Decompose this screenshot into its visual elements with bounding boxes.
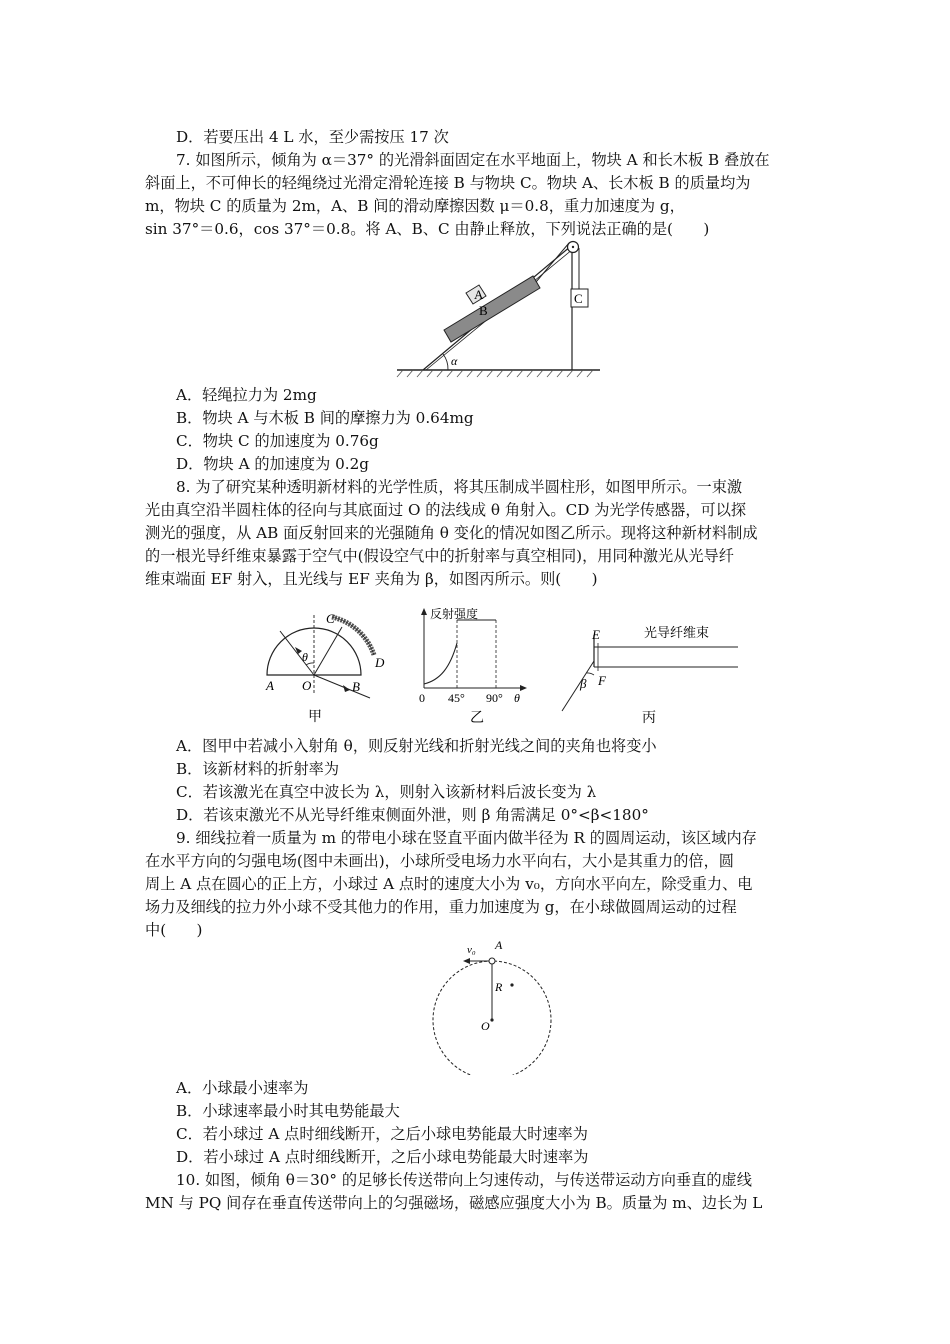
- yi-xlabel: θ: [514, 691, 520, 705]
- yi-tick-45: 45°: [448, 691, 465, 705]
- q9-label-a: A: [495, 938, 503, 952]
- q8-figure-jia: [262, 605, 412, 730]
- q8-option-a: A．图甲中若减小入射角 θ，则反射光线和折射光线之间的夹角也将变小: [176, 737, 657, 755]
- q9-label-r: R: [495, 980, 503, 994]
- q7-incline-figure: [395, 238, 605, 378]
- jia-caption: 甲: [308, 710, 322, 725]
- q9-stem-line: 9. 细线拉着一质量为 m 的带电小球在竖直平面内做半径为 R 的圆周运动，该区域内存: [176, 829, 757, 847]
- jia-label-d: D: [375, 655, 385, 670]
- q8-stem-line: 光由真空沿半圆柱体的径向与其底面过 O 的法线成 θ 角射入。CD 为光学传感器，可以探: [145, 501, 747, 519]
- q9-label-o: O: [481, 1019, 490, 1033]
- q9-stem-line: 中( ): [145, 921, 203, 939]
- bing-label-beta: β: [580, 676, 587, 691]
- bing-caption: 丙: [642, 711, 656, 726]
- q8-option-b: B．该新材料的折射率为: [176, 760, 340, 778]
- q9-circle-figure: [425, 935, 565, 1075]
- q6-option-d: D．若要压出 4 L 水，至少需按压 17 次: [176, 128, 449, 146]
- bing-label-f: F: [598, 673, 606, 688]
- q8-stem-line: 的一根光导纤维束暴露于空气中(假设空气中的折射率与真空相同)，用同种激光从光导纤: [145, 547, 734, 565]
- q7-option-c: C．物块 C 的加速度为 0.76g: [176, 432, 379, 450]
- q7-option-a: A．轻绳拉力为 2mg: [176, 386, 317, 404]
- q8-figure-yi: [412, 608, 542, 730]
- q7-stem-line: 斜面上，不可伸长的轻绳绕过光滑定滑轮连接 B 与物块 C。物块 A、长木板 B 的质量均为: [145, 174, 751, 192]
- q9-option-c: C．若小球过 A 点时细线断开，之后小球电势能最大时速率为: [176, 1125, 588, 1143]
- q7-option-b: B．物块 A 与木板 B 间的摩擦力为 0.64mg: [176, 409, 474, 427]
- q10-stem-line: 10. 如图，倾角 θ＝30° 的足够长传送带向上匀速传动，与传送带运动方向垂直的虚线: [176, 1171, 752, 1189]
- bing-title: 光导纤维束: [644, 625, 710, 640]
- yi-caption: 乙: [470, 711, 484, 726]
- q9-label-v0: v₀: [467, 944, 476, 956]
- q7-option-d: D．物块 A 的加速度为 0.2g: [176, 455, 370, 473]
- yi-tick-90: 90°: [486, 691, 503, 705]
- q9-stem-line: 在水平方向的匀强电场(图中未画出)，小球所受电场力水平向右，大小是其重力的倍，圆: [145, 852, 734, 870]
- q7-label-c: C: [574, 291, 583, 306]
- jia-label-b: B: [352, 679, 360, 694]
- jia-label-a: A: [266, 678, 274, 693]
- jia-label-o: O: [302, 678, 312, 693]
- q8-option-d: D．若该束激光不从光导纤维束侧面外泄，则 β 角需满足 0°<β<180°: [176, 806, 649, 824]
- jia-label-theta: θ: [302, 650, 308, 664]
- q10-stem-line: MN 与 PQ 间存在垂直传送带向上的匀强磁场，磁感应强度大小为 B。质量为 m、边长为 L: [145, 1194, 763, 1212]
- yi-origin: 0: [419, 691, 425, 705]
- q9-option-a: A．小球最小速率为: [176, 1079, 309, 1097]
- q8-stem-line: 测光的强度，从 AB 面反射回来的光强随角 θ 变化的情况如图乙所示。现将这种新材料制成: [145, 524, 758, 542]
- q8-option-c: C．若该激光在真空中波长为 λ，则射入该新材料后波长变为 λ: [176, 783, 597, 801]
- yi-ylabel: 反射强度: [430, 608, 479, 621]
- q7-stem-line: sin 37°＝0.6，cos 37°＝0.8。将 A、B、C 由静止释放，下列说法正确的是( ): [145, 220, 710, 238]
- q9-stem-line: 周上 A 点在圆心的正上方，小球过 A 点时的速度大小为 v₀，方向水平向左，除受重力、电: [145, 875, 753, 893]
- q8-stem-line: 维束端面 EF 射入，且光线与 EF 夹角为 β，如图丙所示。则( ): [145, 570, 598, 588]
- q7-stem-line: m，物块 C 的质量为 2m，A、B 间的滑动摩擦因数 μ＝0.8，重力加速度为 g，: [145, 197, 685, 215]
- q7-label-a: A: [474, 287, 484, 302]
- q7-label-alpha: α: [451, 354, 458, 368]
- q9-option-b: B．小球速率最小时其电势能最大: [176, 1102, 400, 1120]
- bing-label-e: E: [592, 627, 600, 642]
- q7-stem-line: 7. 如图所示，倾角为 α＝37° 的光滑斜面固定在水平地面上，物块 A 和长木板 B 叠放在: [176, 151, 770, 169]
- jia-label-c: C: [326, 611, 335, 626]
- q9-stem-line: 场力及细线的拉力外小球不受其他力的作用，重力加速度为 g，在小球做圆周运动的过程: [145, 898, 737, 916]
- q8-figure-bing: [548, 615, 748, 730]
- q7-label-b: B: [479, 303, 488, 318]
- q9-option-d: D．若小球过 A 点时细线断开，之后小球电势能最大时速率为: [176, 1148, 589, 1166]
- q8-stem-line: 8. 为了研究某种透明新材料的光学性质，将其压制成半圆柱形，如图甲所示。一束激: [176, 478, 743, 496]
